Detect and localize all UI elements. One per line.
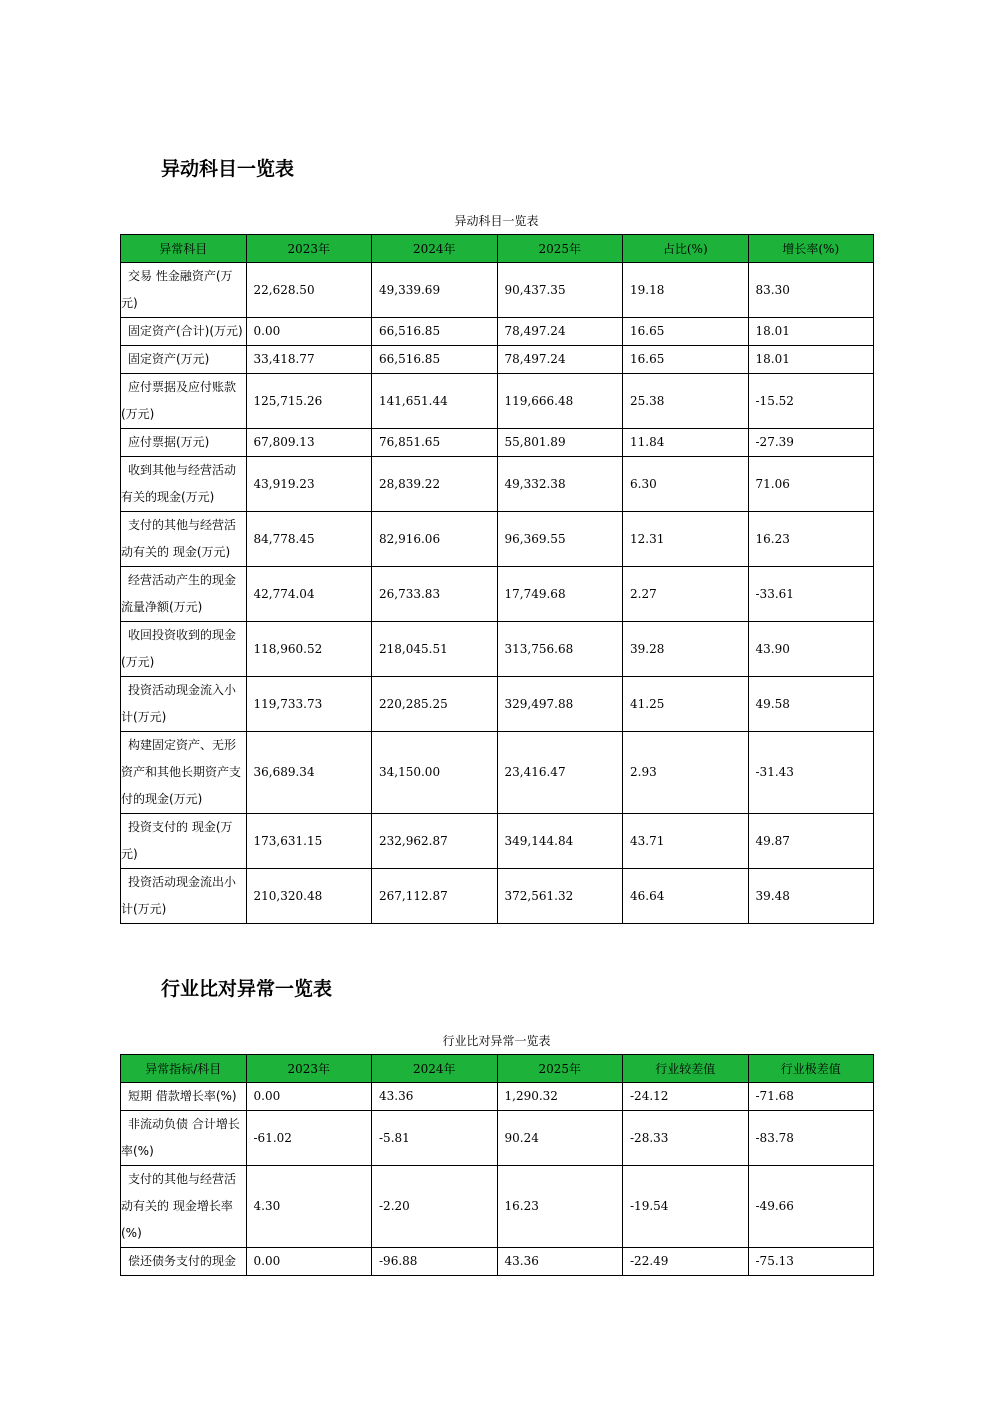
table-cell: 55,801.89	[497, 429, 623, 457]
table-row	[121, 1166, 874, 1248]
table-row	[121, 318, 874, 346]
table-cell: 119,666.48	[497, 374, 623, 429]
table-cell: 46.64	[623, 869, 749, 924]
row-label: 固定资产(万元)	[121, 346, 247, 374]
table-cell: -27.39	[748, 429, 874, 457]
table-cell: 141,651.44	[372, 374, 498, 429]
table-cell: 329,497.88	[497, 677, 623, 732]
table-cell: 67,809.13	[246, 429, 372, 457]
table-cell: -33.61	[748, 567, 874, 622]
table-cell: -5.81	[372, 1111, 498, 1166]
table-cell: 210,320.48	[246, 869, 372, 924]
row-label: 投资活动现金流出小计(万元)	[121, 869, 247, 924]
table-header-row	[121, 1055, 874, 1083]
row-label: 支付的其他与经营活动有关的 现金(万元)	[121, 512, 247, 567]
table-row	[121, 567, 874, 622]
row-label: 收到其他与经营活动有关的现金(万元)	[121, 457, 247, 512]
table-cell: 39.48	[748, 869, 874, 924]
table-cell: 220,285.25	[372, 677, 498, 732]
table-cell: 218,045.51	[372, 622, 498, 677]
table-caption-industry-comparison: 行业比对异常一览表	[442, 1034, 551, 1048]
row-label: 偿还债务支付的现金	[121, 1248, 247, 1276]
table-cell: 43.36	[497, 1248, 623, 1276]
table-cell: 0.00	[246, 1248, 372, 1276]
column-header: 增长率(%)	[748, 235, 874, 263]
table-cell: 18.01	[748, 346, 874, 374]
section-title-industry-comparison: 行业比对异常一览表	[161, 978, 333, 1000]
table-row	[121, 1248, 874, 1276]
table-cell: 43,919.23	[246, 457, 372, 512]
table-cell: -2.20	[372, 1166, 498, 1248]
column-header: 2024年	[372, 1055, 498, 1083]
table-cell: 43.36	[372, 1083, 498, 1111]
table-cell: 42,774.04	[246, 567, 372, 622]
table-cell: 34,150.00	[372, 732, 498, 814]
row-label: 应付票据(万元)	[121, 429, 247, 457]
table-cell: 313,756.68	[497, 622, 623, 677]
table-cell: 90.24	[497, 1111, 623, 1166]
table-cell: 22,628.50	[246, 263, 372, 318]
table-row	[121, 457, 874, 512]
table-cell: 66,516.85	[372, 346, 498, 374]
table-cell: 76,851.65	[372, 429, 498, 457]
table-cell: 16.65	[623, 318, 749, 346]
table-cell: 19.18	[623, 263, 749, 318]
table-cell: 49.58	[748, 677, 874, 732]
row-label: 交易 性金融资产(万元)	[121, 263, 247, 318]
table-cell: 39.28	[623, 622, 749, 677]
table-cell: 118,960.52	[246, 622, 372, 677]
table-cell: -15.52	[748, 374, 874, 429]
table-cell: -61.02	[246, 1111, 372, 1166]
table-cell: 0.00	[246, 1083, 372, 1111]
table-cell: 4.30	[246, 1166, 372, 1248]
table-cell: -96.88	[372, 1248, 498, 1276]
table-cell: 78,497.24	[497, 318, 623, 346]
table-cell: 267,112.87	[372, 869, 498, 924]
row-label: 投资活动现金流入小计(万元)	[121, 677, 247, 732]
table-row	[121, 677, 874, 732]
table-cell: 11.84	[623, 429, 749, 457]
row-label: 短期 借款增长率(%)	[121, 1083, 247, 1111]
table-cell: 84,778.45	[246, 512, 372, 567]
table-cell: -49.66	[748, 1166, 874, 1248]
table-cell: 1,290.32	[497, 1083, 623, 1111]
table-cell: 83.30	[748, 263, 874, 318]
table-row	[121, 622, 874, 677]
industry-comparison-table	[120, 1054, 874, 1276]
table-row	[121, 732, 874, 814]
row-label: 非流动负债 合计增长率(%)	[121, 1111, 247, 1166]
table-cell: 6.30	[623, 457, 749, 512]
table-header-row	[121, 235, 874, 263]
table-row	[121, 429, 874, 457]
table-cell: 119,733.73	[246, 677, 372, 732]
column-header: 异常指标/科目	[121, 1055, 247, 1083]
table-cell: 26,733.83	[372, 567, 498, 622]
row-label: 构建固定资产、无形资产和其他长期资产支付的现金(万元)	[121, 732, 247, 814]
table-cell: 2.27	[623, 567, 749, 622]
table-cell: 41.25	[623, 677, 749, 732]
table-cell: 17,749.68	[497, 567, 623, 622]
table-cell: -22.49	[623, 1248, 749, 1276]
table-row	[121, 374, 874, 429]
table-cell: 18.01	[748, 318, 874, 346]
table-cell: 0.00	[246, 318, 372, 346]
table-cell: 49.87	[748, 814, 874, 869]
table-cell: 25.38	[623, 374, 749, 429]
table-cell: 2.93	[623, 732, 749, 814]
column-header: 2025年	[497, 235, 623, 263]
table-cell: 43.90	[748, 622, 874, 677]
table-cell: 125,715.26	[246, 374, 372, 429]
table-cell: 96,369.55	[497, 512, 623, 567]
row-label: 收回投资收到的现金(万元)	[121, 622, 247, 677]
table-cell: -24.12	[623, 1083, 749, 1111]
table-cell: 71.06	[748, 457, 874, 512]
table-row	[121, 869, 874, 924]
table-cell: 49,339.69	[372, 263, 498, 318]
table-row	[121, 512, 874, 567]
table-row	[121, 814, 874, 869]
table-cell: 28,839.22	[372, 457, 498, 512]
table-cell: 232,962.87	[372, 814, 498, 869]
column-header: 2025年	[497, 1055, 623, 1083]
table-cell: 12.31	[623, 512, 749, 567]
row-label: 经营活动产生的现金流量净额(万元)	[121, 567, 247, 622]
table-cell: 23,416.47	[497, 732, 623, 814]
anomaly-subjects-table	[120, 234, 874, 924]
table-caption-anomaly-subjects: 异动科目一览表	[454, 214, 539, 228]
table-cell: -75.13	[748, 1248, 874, 1276]
table-cell: -71.68	[748, 1083, 874, 1111]
row-label: 投资支付的 现金(万元)	[121, 814, 247, 869]
table-cell: 33,418.77	[246, 346, 372, 374]
column-header: 占比(%)	[623, 235, 749, 263]
table-row	[121, 1111, 874, 1166]
table-cell: -19.54	[623, 1166, 749, 1248]
column-header: 2023年	[246, 1055, 372, 1083]
column-header: 2023年	[246, 235, 372, 263]
column-header: 异常科目	[121, 235, 247, 263]
table-row	[121, 346, 874, 374]
table-cell: -31.43	[748, 732, 874, 814]
table-cell: 36,689.34	[246, 732, 372, 814]
column-header: 行业较差值	[623, 1055, 749, 1083]
table-cell: 66,516.85	[372, 318, 498, 346]
table-cell: 82,916.06	[372, 512, 498, 567]
row-label: 固定资产(合计)(万元)	[121, 318, 247, 346]
table-cell: 16.23	[748, 512, 874, 567]
table-cell: 372,561.32	[497, 869, 623, 924]
row-label: 支付的其他与经营活动有关的 现金增长率(%)	[121, 1166, 247, 1248]
section-title-anomaly-subjects: 异动科目一览表	[161, 158, 295, 180]
table-row	[121, 1083, 874, 1111]
table-cell: 43.71	[623, 814, 749, 869]
row-label: 应付票据及应付账款(万元)	[121, 374, 247, 429]
table-cell: 16.23	[497, 1166, 623, 1248]
table-cell: 16.65	[623, 346, 749, 374]
column-header: 行业极差值	[748, 1055, 874, 1083]
table-cell: 78,497.24	[497, 346, 623, 374]
column-header: 2024年	[372, 235, 498, 263]
table-cell: -28.33	[623, 1111, 749, 1166]
table-cell: 90,437.35	[497, 263, 623, 318]
table-cell: 349,144.84	[497, 814, 623, 869]
table-cell: 49,332.38	[497, 457, 623, 512]
table-cell: 173,631.15	[246, 814, 372, 869]
table-row	[121, 263, 874, 318]
table-cell: -83.78	[748, 1111, 874, 1166]
